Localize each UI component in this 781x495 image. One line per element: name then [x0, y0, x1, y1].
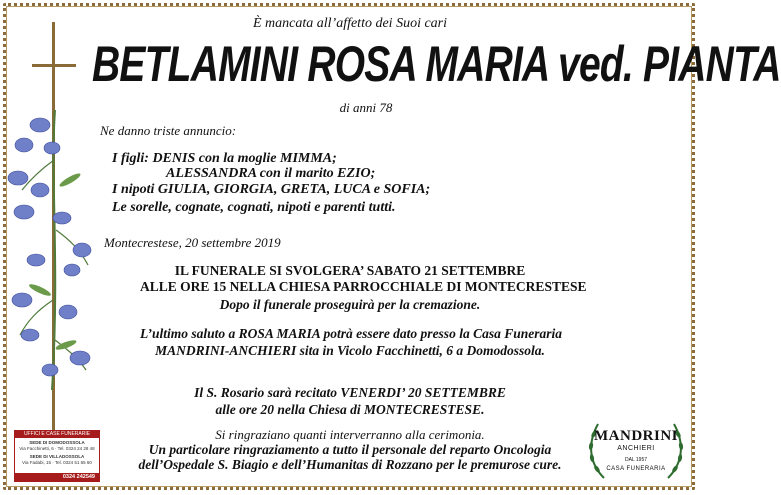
family-line: Le sorelle, cognate, cognati, nipoti e parenti tutti.: [112, 200, 396, 215]
mandrini-logo: [584, 414, 688, 486]
family-line: I figli: DENIS con la moglie MIMMA;: [112, 151, 337, 166]
badge-line: Via Fadabi, 15 · Tel. 0324 51 65 60: [22, 460, 92, 465]
badge-title: UFFICI E CASE FUNERARIE: [15, 431, 99, 438]
funeral-line: IL FUNERALE SI SVOLGERA’ SABATO 21 SETTEMBRE: [174, 263, 526, 278]
thanks-line: dell’Ospedale S. Biagio e dell’Humanitas di Rozzano per le premurose cure.: [138, 457, 562, 472]
cremation-line: Dopo il funerale proseguirà per la cremazione.: [219, 297, 481, 312]
logo-year: DAL 1957: [624, 457, 648, 463]
rosario-line: alle ore 20 nella Chiesa di MONTECRESTESE.: [215, 402, 485, 417]
badge-line: SEDE DI VILLADOSSOLA: [29, 454, 85, 459]
thanks-line: Un particolare ringraziamento a tutto il personale del reparto Oncologia: [148, 442, 552, 457]
rosario-line: Il S. Rosario sarà recitato VENERDI’ 20 SETTEMBRE: [194, 385, 506, 400]
family-line: ALESSANDRA con il marito EZIO;: [166, 166, 376, 181]
badge-line: SEDE DI DOMODOSSOLA: [29, 440, 85, 445]
saluto-line: MANDRINI-ANCHIERI sita in Vicolo Facchinetti, 6 a Domodossola.: [155, 343, 545, 358]
thanks-line: Si ringraziano quanti interverranno alla cerimonia.: [215, 427, 485, 442]
bluebell-flowers-icon: [0, 100, 110, 400]
badge-line: Via Facchinetti, 6 · Tel. 0324 24 28 48: [19, 446, 95, 451]
saluto-line: L’ultimo saluto a ROSA MARIA potrà essere dato presso la Casa Funeraria: [140, 326, 562, 341]
logo-casa: CASA FUNERARIA: [606, 466, 666, 472]
logo-sub: ANCHIERI: [617, 445, 655, 452]
deceased-name: BETLAMINI ROSA MARIA ved. PIANTA: [92, 36, 781, 92]
age-text: di anni 78: [339, 100, 393, 115]
funeral-line: ALLE ORE 15 NELLA CHIESA PARROCCHIALE DI MONTECRESTESE: [140, 279, 587, 294]
announce-text: Ne danno triste annuncio:: [100, 123, 237, 138]
family-line: I nipoti GIULIA, GIORGIA, GRETA, LUCA e SOFIA;: [112, 182, 431, 197]
logo-name: MANDRINI: [594, 428, 678, 444]
cross-bar: [32, 64, 76, 67]
badge-phone: 0324 242549: [15, 473, 99, 481]
intro-text: È mancata all’affetto dei Suoi cari: [252, 16, 448, 31]
funeral-office-badge: [14, 430, 100, 482]
place-date: Montecrestese, 20 settembre 2019: [104, 235, 281, 250]
